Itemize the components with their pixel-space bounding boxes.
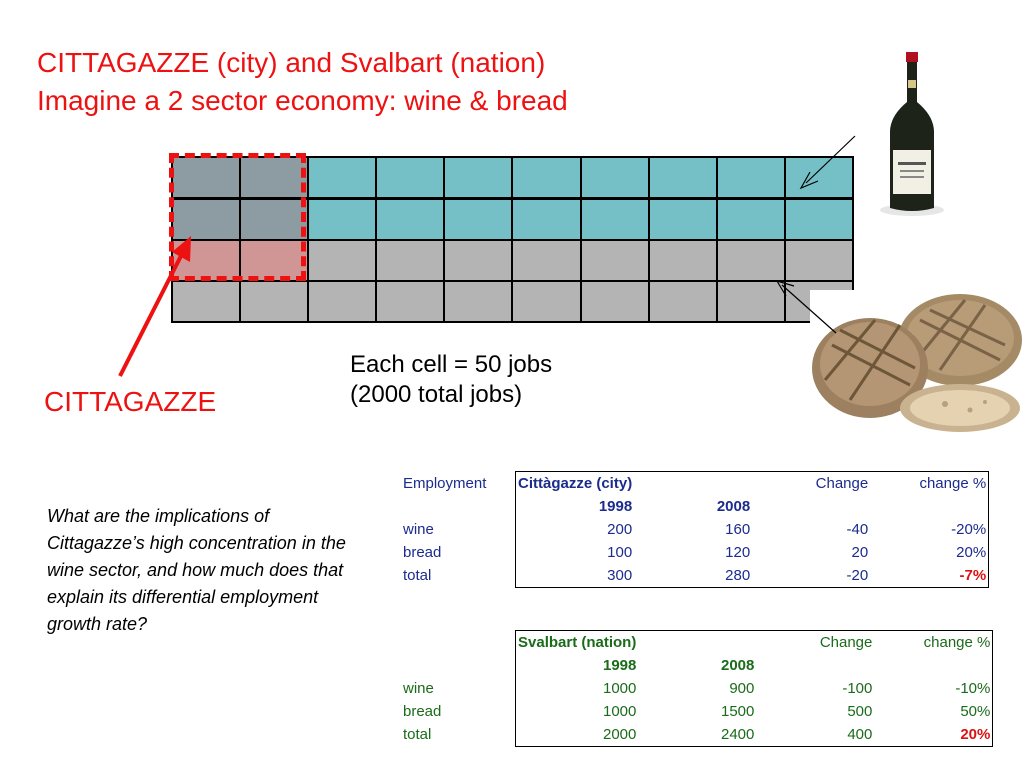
- table-header-row: [401, 472, 989, 496]
- table-name: Cittàgazze (city): [516, 472, 635, 496]
- bread-cell: [649, 240, 717, 281]
- table-name: Svalbart (nation): [516, 631, 639, 655]
- bread-cell: [444, 240, 512, 281]
- bread-cell: [649, 281, 717, 322]
- wine-cell: [308, 157, 376, 198]
- change-header: Change: [756, 631, 874, 655]
- change-pct-header: change %: [874, 631, 993, 655]
- city-employment-table: [401, 471, 989, 588]
- table-row: bread 100 120 20 20%: [401, 541, 989, 564]
- table-header-row: [401, 631, 993, 655]
- wine-cell: [444, 198, 512, 239]
- table-row: total 2000 2400 400 20%: [401, 723, 993, 747]
- grid-note: [350, 350, 552, 410]
- bread-cell: [512, 281, 580, 322]
- change-header: Change: [752, 472, 870, 496]
- wine-cell: [785, 198, 853, 239]
- wine-cell: [717, 198, 785, 239]
- bread-cell: [172, 281, 240, 322]
- bread-cell: [444, 281, 512, 322]
- bread-cell: [240, 281, 308, 322]
- nation-employment-table: [401, 630, 993, 747]
- year-1-header: 1998: [516, 495, 635, 518]
- wine-cell: [581, 157, 649, 198]
- bread-cell: [308, 281, 376, 322]
- slide-title: [37, 44, 568, 120]
- question-text: What are the implications of Cittagazze’s high concentration in the wine sector, and how much does that explain its differential employment growth rate?: [47, 506, 346, 634]
- title-line-2: Imagine a 2 sector economy: wine & bread: [37, 85, 568, 116]
- bread-cell: [717, 281, 785, 322]
- wine-bottle-image: [862, 50, 962, 220]
- table-year-row: [401, 654, 993, 677]
- wine-cell: [512, 198, 580, 239]
- wine-cell: [308, 198, 376, 239]
- bread-cell: [376, 281, 444, 322]
- wine-cell: [376, 157, 444, 198]
- wine-cell: [444, 157, 512, 198]
- wine-cell: [512, 157, 580, 198]
- table-year-row: [401, 495, 989, 518]
- year-1-header: 1998: [516, 654, 639, 677]
- city-total-change-pct: -7%: [870, 564, 989, 588]
- nation-total-change-pct: 20%: [874, 723, 993, 747]
- bread-cell: [512, 240, 580, 281]
- bread-cell: [581, 240, 649, 281]
- table-row: wine 200 160 -40 -20%: [401, 518, 989, 541]
- city-highlight-box: [169, 153, 306, 281]
- year-2-header: 2008: [716, 498, 751, 515]
- wine-cell: [649, 198, 717, 239]
- wine-cell: [376, 198, 444, 239]
- title-line-1: CITTAGAZZE (city) and Svalbart (nation): [37, 47, 546, 78]
- city-label: CITTAGAZZE: [44, 386, 217, 417]
- wine-cell: [649, 157, 717, 198]
- note-line-1: Each cell = 50 jobs: [350, 351, 553, 378]
- bread-cell: [581, 281, 649, 322]
- wine-cell: [581, 198, 649, 239]
- note-line-2: (2000 total jobs): [350, 381, 523, 408]
- bread-cell: [308, 240, 376, 281]
- table-row: wine 1000 900 -100 -10%: [401, 677, 993, 700]
- bread-cell: [785, 240, 853, 281]
- bread-cell: [717, 240, 785, 281]
- wine-cell: [717, 157, 785, 198]
- table-corner-label: Employment: [403, 474, 487, 492]
- table-row: total 300 280 -20 -7%: [401, 564, 989, 588]
- bread-cell: [376, 240, 444, 281]
- table-row: bread 1000 1500 500 50%: [401, 700, 993, 723]
- change-pct-header: change %: [870, 472, 989, 496]
- wine-cell: [785, 157, 853, 198]
- year-2-header: 2008: [720, 657, 755, 674]
- bread-image: [810, 290, 1024, 434]
